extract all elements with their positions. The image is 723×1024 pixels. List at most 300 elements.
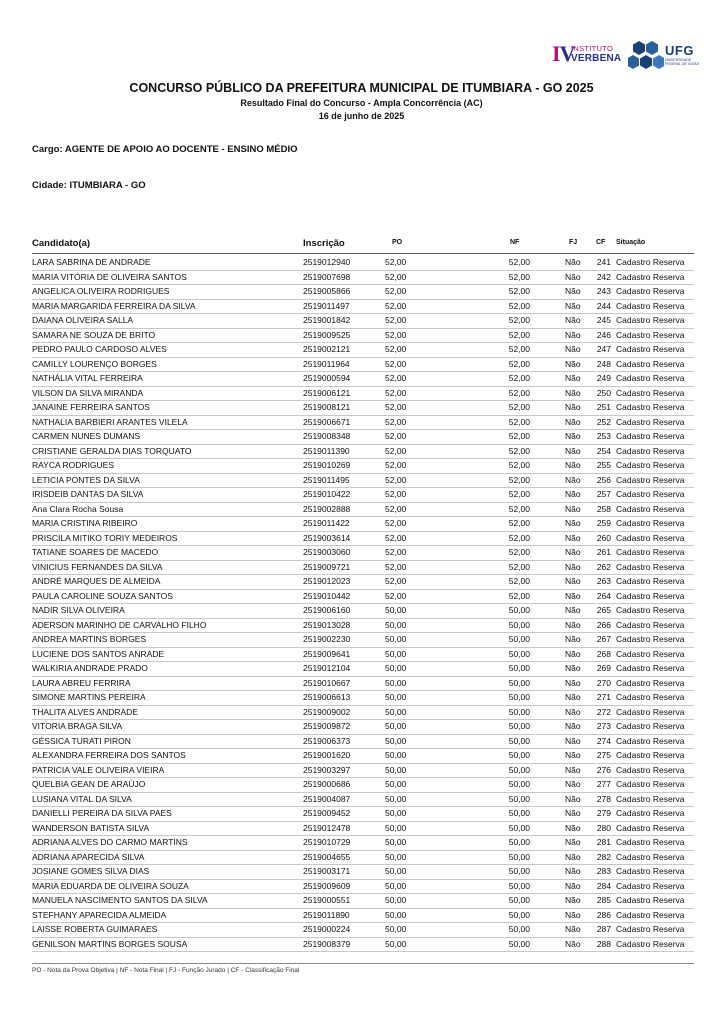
po-score: 52,00 <box>385 590 407 601</box>
footer-divider <box>32 963 694 964</box>
po-score: 50,00 <box>385 677 407 688</box>
situation: Cadastro Reserva <box>616 445 685 456</box>
table-row <box>32 459 694 474</box>
situation: Cadastro Reserva <box>616 489 685 499</box>
registration-number: 2519004087 <box>303 793 351 804</box>
cf-rank: 268 <box>596 648 611 659</box>
candidate-name: LAISSE ROBERTA GUIMARAES <box>32 924 158 934</box>
fj-value: Não <box>565 271 581 282</box>
nf-score: 52,00 <box>508 315 530 325</box>
cf-rank: 259 <box>596 518 611 528</box>
nf-score: 52,00 <box>508 402 530 412</box>
candidate-name: PATRICIA VALE OLIVEIRA VIEIRA <box>32 764 165 775</box>
cf-rank: 252 <box>596 416 611 427</box>
registration-number: 2519010667 <box>303 677 351 688</box>
table-row <box>32 561 694 576</box>
registration-number: 2519011390 <box>303 445 350 456</box>
po-score: 50,00 <box>385 648 407 659</box>
po-score: 50,00 <box>385 692 407 702</box>
po-score: 52,00 <box>385 286 407 296</box>
registration-number: 2519005866 <box>303 286 351 296</box>
cf-rank: 276 <box>596 764 611 775</box>
table-row <box>32 546 694 561</box>
candidate-name: PAULA CAROLINE SOUZA SANTOS <box>32 590 173 601</box>
situation: Cadastro Reserva <box>616 851 685 862</box>
po-score: 52,00 <box>385 315 407 325</box>
candidate-name: QUELBIA GEAN DE ARAÚJO <box>32 779 146 789</box>
fj-value: Não <box>565 677 581 688</box>
situation: Cadastro Reserva <box>616 315 685 325</box>
table-row <box>32 691 694 706</box>
registration-number: 2519008348 <box>303 431 351 441</box>
table-row <box>32 822 694 837</box>
situation: Cadastro Reserva <box>616 750 685 760</box>
candidate-name: NATHÁLIA VITAL FERREIRA <box>32 373 143 383</box>
cf-rank: 286 <box>596 909 611 920</box>
registration-number: 2519002230 <box>303 634 351 644</box>
registration-number: 2519009609 <box>303 880 351 891</box>
po-score: 52,00 <box>385 503 407 514</box>
nf-score: 50,00 <box>508 866 530 876</box>
situation: Cadastro Reserva <box>616 561 685 572</box>
table-row <box>32 938 694 953</box>
situation: Cadastro Reserva <box>616 547 685 557</box>
registration-number: 2519011497 <box>303 300 350 311</box>
header-candidato: Candidato(a) <box>32 238 91 249</box>
po-score: 50,00 <box>385 750 407 760</box>
table-row <box>32 329 694 344</box>
po-score: 52,00 <box>385 460 407 470</box>
fj-value: Não <box>565 750 581 760</box>
po-score: 50,00 <box>385 808 407 818</box>
nf-score: 50,00 <box>508 851 530 862</box>
cf-rank: 288 <box>596 938 611 949</box>
situation: Cadastro Reserva <box>616 706 685 717</box>
table-row <box>32 633 694 648</box>
candidate-name: MANUELA NASCIMENTO SANTOS DA SILVA <box>32 895 208 905</box>
situation: Cadastro Reserva <box>616 808 685 818</box>
nf-score: 50,00 <box>508 605 530 615</box>
cf-rank: 246 <box>596 329 611 340</box>
fj-value: Não <box>565 547 581 557</box>
candidate-name: LUSIANA VITAL DA SILVA <box>32 793 132 804</box>
fj-value: Não <box>565 431 581 441</box>
candidate-name: MARIA MARGARIDA FERREIRA DA SILVA <box>32 300 196 311</box>
nf-score: 52,00 <box>508 286 530 296</box>
nf-score: 52,00 <box>508 387 530 398</box>
candidate-name: ANDRÉ MARQUES DE ALMEIDA <box>32 576 161 586</box>
fj-value: Não <box>565 619 581 630</box>
candidate-name: ADRIANA ALVES DO CARMO MARTINS <box>32 837 188 847</box>
candidate-name: GENILSON MARTINS BORGES SOUSA <box>32 938 188 949</box>
registration-number: 2519007698 <box>303 271 351 282</box>
situation: Cadastro Reserva <box>616 938 685 949</box>
fj-value: Não <box>565 634 581 644</box>
registration-number: 2519000686 <box>303 779 351 789</box>
header-nf: NF <box>510 239 520 246</box>
po-score: 50,00 <box>385 721 407 731</box>
fj-value: Não <box>565 576 581 586</box>
po-score: 50,00 <box>385 880 407 891</box>
registration-number: 2519012478 <box>303 822 351 833</box>
candidate-name: JOSIANE GOMES SILVA DIAS <box>32 866 150 876</box>
table-row <box>32 285 694 300</box>
registration-number: 2519006373 <box>303 735 351 746</box>
cf-rank: 271 <box>596 692 611 702</box>
header-po: PO <box>392 239 403 246</box>
fj-value: Não <box>565 489 581 499</box>
situation: Cadastro Reserva <box>616 300 685 311</box>
registration-number: 2519010422 <box>303 489 351 499</box>
registration-number: 2519000594 <box>303 373 351 383</box>
fj-value: Não <box>565 692 581 702</box>
table-row <box>32 517 694 532</box>
registration-number: 2519008379 <box>303 938 351 949</box>
situation: Cadastro Reserva <box>616 358 685 369</box>
situation: Cadastro Reserva <box>616 474 685 485</box>
cf-rank: 258 <box>596 503 611 514</box>
candidate-name: CAMILLY LOURENÇO BORGES <box>32 358 157 369</box>
nf-score: 50,00 <box>508 648 530 659</box>
cf-rank: 284 <box>596 880 611 891</box>
cf-rank: 273 <box>596 721 611 731</box>
candidate-name: PEDRO PAULO CARDOSO ALVES <box>32 344 167 354</box>
po-score: 52,00 <box>385 489 407 499</box>
table-row <box>32 575 694 590</box>
ufg-logo <box>628 40 700 70</box>
fj-value: Não <box>565 880 581 891</box>
situation: Cadastro Reserva <box>616 895 685 905</box>
po-score: 50,00 <box>385 663 407 673</box>
nf-score: 52,00 <box>508 257 530 267</box>
po-score: 52,00 <box>385 445 407 456</box>
header-fj: FJ <box>569 239 578 246</box>
po-score: 50,00 <box>385 822 407 833</box>
nf-score: 50,00 <box>508 808 530 818</box>
candidate-name: NATHALIA BARBIERI ARANTES VILELA <box>32 416 188 427</box>
table-row <box>32 387 694 402</box>
po-score: 52,00 <box>385 358 407 369</box>
nf-score: 52,00 <box>508 271 530 282</box>
results-table <box>32 256 694 952</box>
cf-rank: 248 <box>596 358 611 369</box>
situation: Cadastro Reserva <box>616 373 685 383</box>
po-score: 52,00 <box>385 387 407 398</box>
table-row <box>32 430 694 445</box>
situation: Cadastro Reserva <box>616 518 685 528</box>
situation: Cadastro Reserva <box>616 924 685 934</box>
cf-rank: 280 <box>596 822 611 833</box>
nf-score: 52,00 <box>508 445 530 456</box>
situation: Cadastro Reserva <box>616 286 685 296</box>
po-score: 50,00 <box>385 793 407 804</box>
nf-score: 52,00 <box>508 518 530 528</box>
registration-number: 2519000224 <box>303 924 351 934</box>
cf-rank: 264 <box>596 590 611 601</box>
header-inscricao: Inscrição <box>303 238 345 249</box>
situation: Cadastro Reserva <box>616 721 685 731</box>
table-row <box>32 372 694 387</box>
fj-value: Não <box>565 779 581 789</box>
candidate-name: DANIELLI PEREIRA DA SILVA PAES <box>32 808 172 818</box>
situation: Cadastro Reserva <box>616 793 685 804</box>
nf-score: 50,00 <box>508 750 530 760</box>
fj-value: Não <box>565 387 581 398</box>
fj-value: Não <box>565 460 581 470</box>
fj-value: Não <box>565 503 581 514</box>
candidate-name: WALKIRIA ANDRADE PRADO <box>32 663 148 673</box>
situation: Cadastro Reserva <box>616 648 685 659</box>
candidate-name: ANGELICA OLIVEIRA RODRIGUES <box>32 286 170 296</box>
registration-number: 2519006121 <box>303 387 351 398</box>
candidate-name: ADRIANA APARECIDA SILVA <box>32 851 145 862</box>
cf-rank: 261 <box>596 547 611 557</box>
nf-score: 50,00 <box>508 721 530 731</box>
fj-value: Não <box>565 808 581 818</box>
po-score: 52,00 <box>385 547 407 557</box>
table-row <box>32 749 694 764</box>
table-row <box>32 271 694 286</box>
registration-number: 2519013028 <box>303 619 351 630</box>
candidate-name: VILSON DA SILVA MIRANDA <box>32 387 144 398</box>
nf-score: 52,00 <box>508 474 530 485</box>
nf-score: 50,00 <box>508 619 530 630</box>
fj-value: Não <box>565 474 581 485</box>
fj-value: Não <box>565 561 581 572</box>
situation: Cadastro Reserva <box>616 503 685 514</box>
registration-number: 2519011890 <box>303 909 350 920</box>
registration-number: 2519003060 <box>303 547 351 557</box>
fj-value: Não <box>565 735 581 746</box>
registration-number: 2519001620 <box>303 750 351 760</box>
table-header <box>32 238 694 254</box>
po-score: 52,00 <box>385 329 407 340</box>
cf-rank: 253 <box>596 431 611 441</box>
table-row <box>32 314 694 329</box>
po-score: 52,00 <box>385 518 407 528</box>
candidate-name: VINICIUS FERNANDES DA SILVA <box>32 561 163 572</box>
table-row <box>32 474 694 489</box>
instituto-verbena-logo <box>552 42 622 66</box>
fj-value: Não <box>565 648 581 659</box>
cf-rank: 260 <box>596 532 611 543</box>
po-score: 52,00 <box>385 373 407 383</box>
table-row <box>32 894 694 909</box>
po-score: 50,00 <box>385 764 407 775</box>
nf-score: 50,00 <box>508 924 530 934</box>
situation: Cadastro Reserva <box>616 677 685 688</box>
candidate-name: STEFHANY APARECIDA ALMEIDA <box>32 909 167 920</box>
cf-rank: 256 <box>596 474 611 485</box>
nf-score: 50,00 <box>508 706 530 717</box>
situation: Cadastro Reserva <box>616 619 685 630</box>
table-row <box>32 532 694 547</box>
fj-value: Não <box>565 866 581 876</box>
situation: Cadastro Reserva <box>616 735 685 746</box>
situation: Cadastro Reserva <box>616 866 685 876</box>
candidate-name: LARA SABRINA DE ANDRADE <box>32 257 151 267</box>
situation: Cadastro Reserva <box>616 344 685 354</box>
fj-value: Não <box>565 721 581 731</box>
fj-value: Não <box>565 373 581 383</box>
situation: Cadastro Reserva <box>616 460 685 470</box>
nf-score: 50,00 <box>508 880 530 891</box>
cf-rank: 249 <box>596 373 611 383</box>
situation: Cadastro Reserva <box>616 271 685 282</box>
cf-rank: 275 <box>596 750 611 760</box>
nf-score: 52,00 <box>508 460 530 470</box>
ufg-hexagon-icon <box>628 40 664 70</box>
po-score: 50,00 <box>385 924 407 934</box>
registration-number: 2519011964 <box>303 358 350 369</box>
candidate-name: Ana Clara Rocha Sousa <box>32 503 124 514</box>
candidate-name: LAURA ABREU FERRIRA <box>32 677 131 688</box>
situation: Cadastro Reserva <box>616 605 685 615</box>
situation: Cadastro Reserva <box>616 663 685 673</box>
situation: Cadastro Reserva <box>616 692 685 702</box>
fj-value: Não <box>565 402 581 412</box>
situation: Cadastro Reserva <box>616 416 685 427</box>
iv-wordmark <box>571 44 621 64</box>
cf-rank: 279 <box>596 808 611 818</box>
nf-score: 50,00 <box>508 663 530 673</box>
nf-score: 52,00 <box>508 547 530 557</box>
po-score: 50,00 <box>385 866 407 876</box>
candidate-name: MARIA VITÓRIA DE OLIVEIRA SANTOS <box>32 271 187 282</box>
table-row <box>32 923 694 938</box>
registration-number: 2519009525 <box>303 329 351 340</box>
candidate-name: LETICIA PONTES DA SILVA <box>32 474 140 485</box>
registration-number: 2519001842 <box>303 315 351 325</box>
fj-value: Não <box>565 663 581 673</box>
po-score: 50,00 <box>385 938 407 949</box>
table-row <box>32 619 694 634</box>
nf-score: 52,00 <box>508 373 530 383</box>
fj-value: Não <box>565 706 581 717</box>
situation: Cadastro Reserva <box>616 909 685 920</box>
cf-rank: 269 <box>596 663 611 673</box>
table-row <box>32 503 694 518</box>
fj-value: Não <box>565 300 581 311</box>
registration-number: 2519002121 <box>303 344 351 354</box>
situation: Cadastro Reserva <box>616 634 685 644</box>
cf-rank: 247 <box>596 344 611 354</box>
fj-value: Não <box>565 344 581 354</box>
candidate-name: GÉSSICA TURATI PIRON <box>32 735 131 746</box>
cf-rank: 243 <box>596 286 611 296</box>
table-row <box>32 604 694 619</box>
po-score: 50,00 <box>385 779 407 789</box>
candidate-name: NADIR SILVA OLIVEIRA <box>32 605 125 615</box>
header-situacao: Situação <box>616 239 646 246</box>
table-row <box>32 256 694 271</box>
nf-score: 50,00 <box>508 779 530 789</box>
iv-line2: VERBENA <box>571 53 622 64</box>
iv-mark: IV <box>552 41 575 66</box>
po-score: 52,00 <box>385 576 407 586</box>
candidate-name: IRISDEIB DANTAS DA SILVA <box>32 489 144 499</box>
po-score: 52,00 <box>385 300 407 311</box>
fj-value: Não <box>565 909 581 920</box>
table-row <box>32 778 694 793</box>
fj-value: Não <box>565 605 581 615</box>
fj-value: Não <box>565 286 581 296</box>
cf-rank: 272 <box>596 706 611 717</box>
table-row <box>32 677 694 692</box>
ufg-name: UFG <box>665 43 694 58</box>
document-subtitle: Resultado Final do Concurso - Ampla Concorrência (AC) <box>240 98 483 108</box>
po-score: 50,00 <box>385 909 407 920</box>
situation: Cadastro Reserva <box>616 779 685 789</box>
fj-value: Não <box>565 793 581 804</box>
registration-number: 2519010269 <box>303 460 351 470</box>
table-row <box>32 358 694 373</box>
situation: Cadastro Reserva <box>616 880 685 891</box>
registration-number: 2519012940 <box>303 257 351 267</box>
registration-number: 2519011422 <box>303 518 350 528</box>
po-score: 52,00 <box>385 532 407 543</box>
table-row <box>32 662 694 677</box>
situation: Cadastro Reserva <box>616 329 685 340</box>
cf-rank: 263 <box>596 576 611 586</box>
cf-rank: 241 <box>596 257 611 267</box>
candidate-name: MARIA EDUARDA DE OLIVEIRA SOUZA <box>32 880 189 891</box>
cf-rank: 274 <box>596 735 611 746</box>
table-row <box>32 720 694 735</box>
table-row <box>32 793 694 808</box>
nf-score: 52,00 <box>508 358 530 369</box>
registration-number: 2519010442 <box>303 590 351 601</box>
fj-value: Não <box>565 329 581 340</box>
cf-rank: 270 <box>596 677 611 688</box>
fj-value: Não <box>565 924 581 934</box>
registration-number: 2519003297 <box>303 764 351 775</box>
cf-rank: 255 <box>596 460 611 470</box>
candidate-name: CARMEN NUNES DUMANS <box>32 431 141 441</box>
table-row <box>32 880 694 895</box>
registration-number: 2519010729 <box>303 837 351 847</box>
nf-score: 50,00 <box>508 692 530 702</box>
registration-number: 2519009002 <box>303 706 351 717</box>
registration-number: 2519012023 <box>303 576 351 586</box>
table-row <box>32 735 694 750</box>
table-row <box>32 865 694 880</box>
nf-score: 52,00 <box>508 344 530 354</box>
registration-number: 2519009721 <box>303 561 351 572</box>
registration-number: 2519009872 <box>303 721 351 731</box>
table-row <box>32 851 694 866</box>
situation: Cadastro Reserva <box>616 257 685 267</box>
table-row <box>32 807 694 822</box>
registration-number: 2519011495 <box>303 474 350 485</box>
cf-rank: 285 <box>596 895 611 905</box>
table-row <box>32 401 694 416</box>
fj-value: Não <box>565 822 581 833</box>
nf-score: 52,00 <box>508 561 530 572</box>
registration-number: 2519008121 <box>303 402 351 412</box>
table-row <box>32 648 694 663</box>
nf-score: 52,00 <box>508 416 530 427</box>
situation: Cadastro Reserva <box>616 532 685 543</box>
nf-score: 50,00 <box>508 677 530 688</box>
footer-legend: PO - Nota da Prova Objetiva | NF - Nota Final | FJ - Função Jurado | CF - Classificação Final <box>32 967 300 974</box>
table-row <box>32 836 694 851</box>
nf-score: 52,00 <box>508 329 530 340</box>
table-row <box>32 590 694 605</box>
registration-number: 2519004655 <box>303 851 351 862</box>
cf-rank: 245 <box>596 315 611 325</box>
candidate-name: RAYCA RODRIGUES <box>32 460 115 470</box>
